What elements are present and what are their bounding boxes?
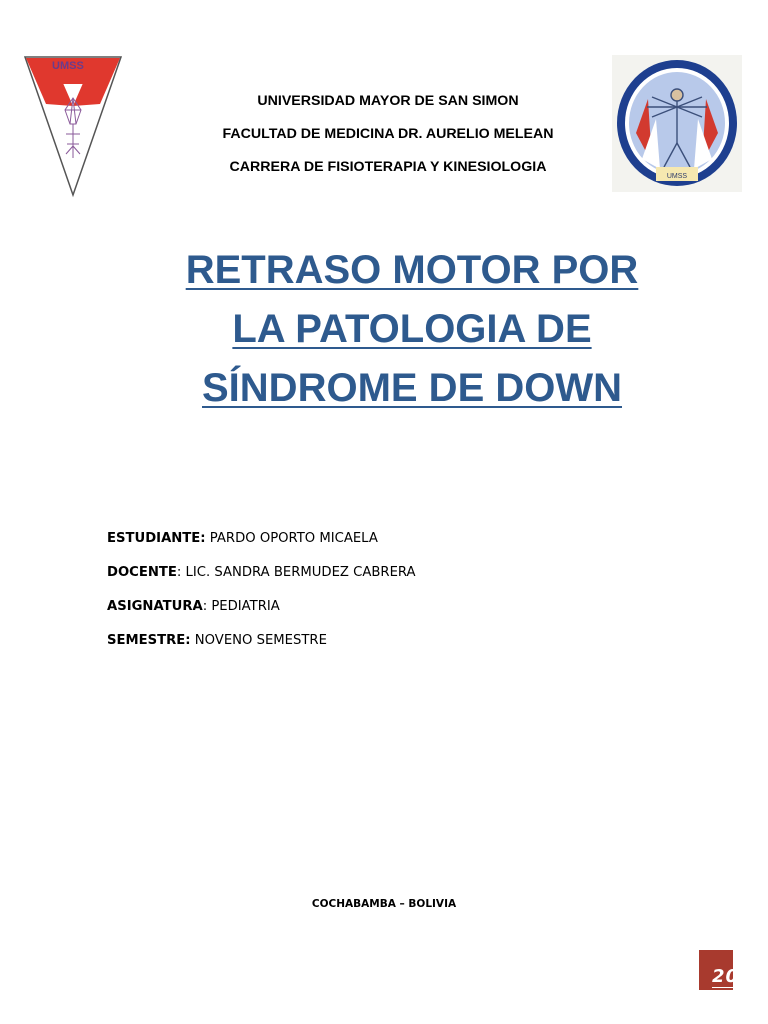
title-line-2: LA PATOLOGIA DE [232, 307, 592, 351]
semester-row [107, 630, 416, 664]
location-footer: COCHABAMBA – BOLIVIA [311, 898, 457, 910]
subject-value: : PEDIATRIA [202, 599, 280, 614]
semester-value: NOVENO SEMESTRE [194, 633, 327, 648]
page-number-box [699, 950, 740, 990]
faculty-name: FACULTAD DE MEDICINA DR. AURELIO MELEAN [222, 126, 554, 142]
umss-crest-icon [22, 54, 124, 198]
title-line-3: SÍNDROME DE DOWN [202, 366, 622, 410]
svg-text:UMSS: UMSS [666, 173, 688, 180]
university-name: UNIVERSIDAD MAYOR DE SAN SIMON [257, 93, 519, 109]
student-row [107, 528, 416, 562]
teacher-label: DOCENTE [107, 565, 177, 580]
student-info-block [107, 528, 416, 664]
title-line-1: RETRASO MOTOR POR [185, 248, 639, 292]
student-value: PARDO OPORTO MICAELA [209, 531, 378, 546]
subject-label: ASIGNATURA [107, 599, 203, 614]
institution-header [160, 88, 616, 187]
student-label: ESTUDIANTE: [107, 531, 206, 546]
career-name: CARRERA DE FISIOTERAPIA Y KINESIOLOGIA [229, 159, 547, 175]
teacher-row [107, 562, 416, 596]
umss-logo-text: UMSS [52, 60, 84, 72]
page-number: 20 [712, 966, 740, 987]
subject-row [107, 596, 416, 630]
semester-label: SEMESTRE: [107, 633, 191, 648]
vitruvian-man-emblem-icon [612, 55, 742, 192]
document-title [100, 241, 724, 418]
teacher-value: : LIC. SANDRA BERMUDEZ CABRERA [176, 565, 416, 580]
